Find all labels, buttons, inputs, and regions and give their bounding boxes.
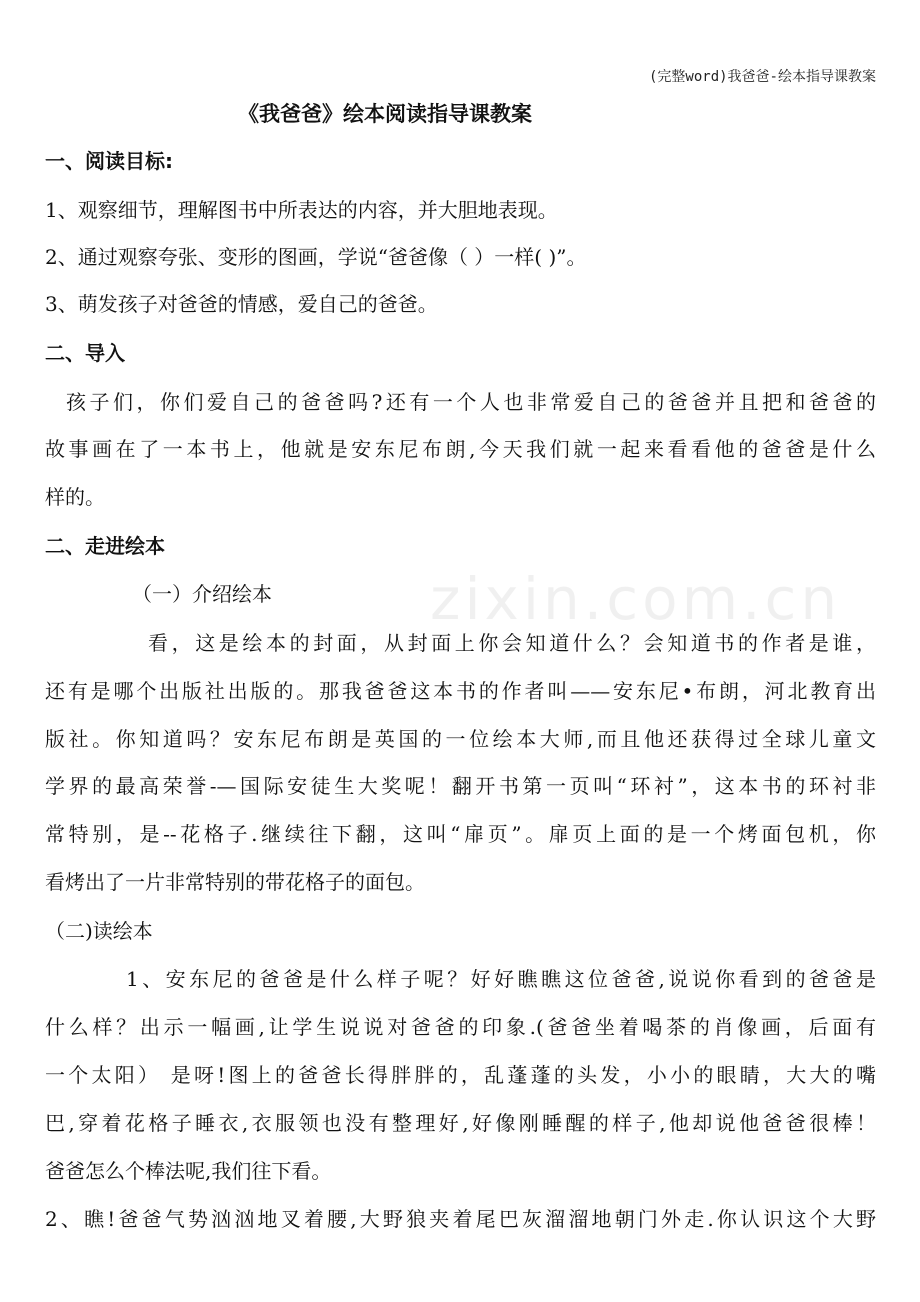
goal-item: 2、通过观察夸张、变形的图画，学说“爸爸像（ ）一样( )”。: [45, 245, 587, 269]
page-header: (完整word)我爸爸-绘本指导课教案: [648, 69, 876, 85]
section-heading-intro: 二、导入: [45, 341, 125, 365]
paragraph-line: 一个太阳） 是呀!图上的爸爸长得胖胖的，乱蓬蓬的头发，小小的眼睛，大大的嘴: [45, 1063, 876, 1087]
paragraph-line: 故事画在了一本书上，他就是安东尼布朗,今天我们就一起来看看他的爸爸是什么: [45, 437, 876, 461]
paragraph-line: 什么样？出示一幅画,让学生说说对爸爸的印象.(爸爸坐着喝茶的肖像画，后面有: [45, 1015, 876, 1039]
document-title: 《我爸爸》绘本阅读指导课教案: [238, 102, 532, 126]
paragraph-line: 1、安东尼的爸爸是什么样子呢？好好瞧瞧这位爸爸,说说你看到的爸爸是: [126, 967, 876, 991]
paragraph-line: 版社。你知道吗？安东尼布朗是英国的一位绘本大师,而且他还获得过全球儿童文: [45, 727, 876, 751]
subsection-heading: （一）介绍绘本: [132, 582, 272, 606]
paragraph-line: 2、瞧!爸爸气势汹汹地叉着腰,大野狼夹着尾巴灰溜溜地朝门外走.你认识这个大野: [45, 1207, 876, 1231]
paragraph-line: 还有是哪个出版社出版的。那我爸爸这本书的作者叫——安东尼•布朗，河北教育出: [45, 679, 876, 703]
paragraph-line: 看烤出了一片非常特别的带花格子的面包。: [45, 870, 425, 894]
paragraph-line: 常特别，是--花格子.继续往下翻，这叫“扉页”。扉页上面的是一个烤面包机，你: [45, 822, 876, 846]
goal-item: 3、萌发孩子对爸爸的情感，爱自己的爸爸。: [45, 292, 438, 316]
section-heading-picture-book: 二、走进绘本: [45, 534, 165, 558]
subsection-heading: （二)读绘本: [45, 919, 153, 943]
section-heading-goals: 一、阅读目标:: [45, 149, 173, 173]
watermark: zixin.com.cn: [430, 565, 842, 633]
paragraph-line: 爸爸怎么个棒法呢,我们往下看。: [45, 1159, 332, 1183]
paragraph-line: 样的。: [45, 485, 105, 509]
paragraph-line: 学界的最高荣誉-—国际安徒生大奖呢！翻开书第一页叫“环衬”，这本书的环衬非: [45, 774, 876, 798]
paragraph-line: 巴,穿着花格子睡衣,衣服领也没有整理好,好像刚睡醒的样子,他却说他爸爸很棒！: [45, 1111, 876, 1135]
goal-item: 1、观察细节，理解图书中所表达的内容，并大胆地表现。: [45, 198, 558, 222]
paragraph-line: 孩子们，你们爱自己的爸爸吗?还有一个人也非常爱自己的爸爸并且把和爸爸的: [66, 390, 876, 414]
paragraph-line: 看，这是绘本的封面，从封面上你会知道什么？会知道书的作者是谁，: [148, 631, 876, 655]
